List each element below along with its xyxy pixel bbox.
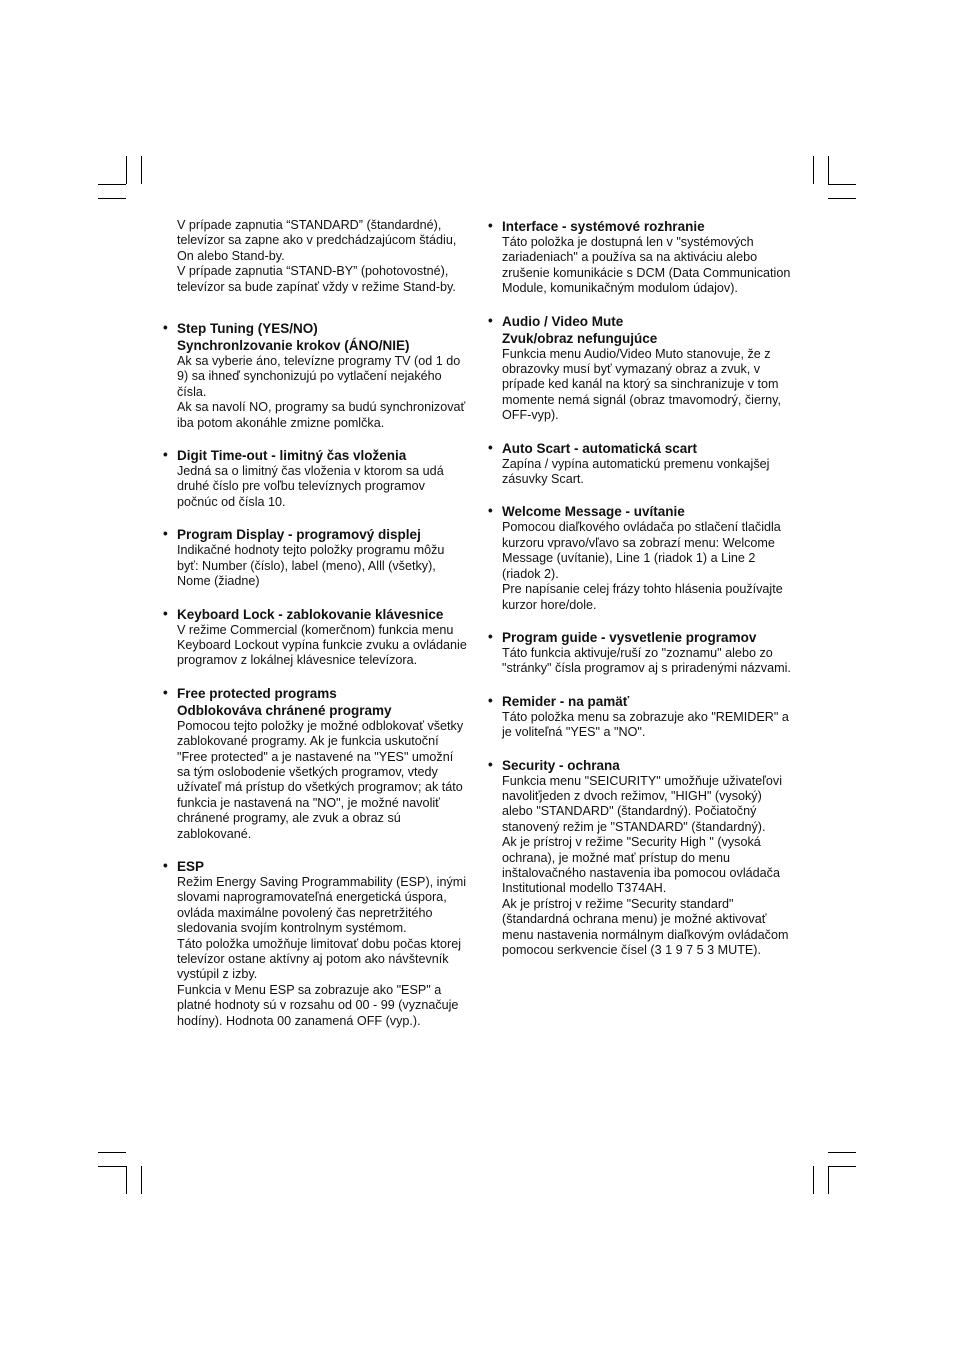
section-keyboard-lock	[163, 606, 469, 669]
paragraph: Ak sa navolí NO, programy sa budú synchronizovať iba potom akonáhle zmizne pomlčka.	[177, 400, 466, 430]
section-heading: Welcome Message - uvítanie	[502, 504, 685, 520]
section-heading: Digit Time-out - limitný čas vloženia	[177, 448, 407, 464]
bullet-icon: •	[488, 692, 493, 708]
crop-mark	[813, 1166, 814, 1194]
section-heading: Security - ochrana	[502, 757, 620, 773]
bullet-icon: •	[488, 628, 493, 644]
crop-mark	[98, 1166, 126, 1167]
paragraph: Ak je prístroj v režime "Security standard" (štandardná ochrana menu) je možné aktivovať menu nastavenia normálnym diaľkovým ovládačom pomocou serkvencie čísel (3 1 9 7 5 3 MUTE).	[502, 896, 789, 957]
crop-mark	[828, 1152, 856, 1153]
section-heading: Audio / Video Mute	[502, 313, 624, 329]
section-program-guide	[488, 629, 794, 677]
section-program-display	[163, 526, 469, 589]
paragraph: Pre napísanie celej frázy tohto hlásenia používajte kurzor hore/dole.	[502, 582, 783, 612]
intro-text	[163, 218, 469, 295]
section-heading: Step Tuning (YES/NO)	[177, 321, 318, 337]
bullet-icon: •	[163, 320, 168, 336]
paragraph: Táto položka menu sa zobrazuje ako "REMIDER" a je voliteľná "YES" a "NO".	[502, 709, 789, 740]
bullet-icon: •	[488, 218, 493, 233]
bullet-icon: •	[163, 447, 168, 463]
bullet-icon: •	[488, 756, 493, 772]
right-column	[488, 218, 794, 974]
crop-mark	[828, 184, 856, 185]
paragraph: Režim Energy Saving Programmability (ESP), inými slovami naprogramovateľná energetická úspora, ovláda maximálne povolený čas nepretržitého sledovania svojím kontrolnym systémom.	[177, 874, 467, 936]
section-auto-scart	[488, 440, 794, 488]
paragraph: V prípade zapnutia “STAND-BY” (pohotovostné), televízor sa bude zapínať vždy v režime Stand-by.	[177, 264, 456, 294]
bullet-icon: •	[488, 312, 493, 328]
crop-mark	[828, 1166, 856, 1167]
paragraph: Táto funkcia aktivuje/ruší zo "zoznamu" alebo zo "stránky" čísla programov aj s priradenými názvami.	[502, 645, 791, 676]
section-security	[488, 757, 794, 959]
paragraph: V prípade zapnutia “STANDARD” (štandardné), televízor sa zapne ako v predchádzajúcom štádiu, On alebo Stand-by.	[177, 218, 457, 263]
section-step-tuning	[163, 320, 469, 431]
crop-mark	[828, 1166, 829, 1194]
bullet-icon: •	[163, 526, 168, 542]
paragraph: Zapína / vypína automatickú premenu vonkajšej zásuvky Scart.	[502, 456, 770, 487]
paragraph: Pomocou diaľkového ovládača po stlačení tlačidla kurzoru vpravo/vľavo sa zobrazí menu: Welcome Message (uvítanie), Line 1 (riadok 1) a Line 2 (riadok 2).	[502, 520, 781, 581]
paragraph: Pomocou tejto položky je možné odblokovať všetky zablokované programy. Ak je funkcia uskutoční "Free protected" a je nastavené na "YES" umožní sa tým oslobodenie všetkých programov, vtedy užívateľ má prístup do všetkých programov; ak táto funkcia je nastavená na "NO", je možné navoliť chránené programy, ale zvuk a obraz sú zablokované.	[177, 718, 464, 841]
crop-mark	[98, 198, 126, 199]
paragraph: Jedná sa o limitný čas vloženia v ktorom sa udá druhé číslo pre voľbu televíznych programov počnúc od čísla 10.	[177, 464, 444, 509]
paragraph: Táto položka umožňuje limitovať dobu počas ktorej televízor ostane aktívny aj potom ako návštevník vystúpil z izby.	[177, 936, 462, 982]
crop-mark	[141, 1166, 142, 1194]
bullet-icon: •	[163, 605, 168, 621]
section-interface	[488, 218, 794, 297]
section-heading: Auto Scart - automatická scart	[502, 440, 698, 456]
section-heading: Interface - systémové rozhranie	[502, 219, 705, 234]
section-heading: Odblokováva chránené programy	[177, 702, 392, 718]
section-heading: Synchronlzovanie krokov (ÁNO/NIE)	[177, 338, 410, 354]
crop-mark	[126, 1166, 127, 1194]
bullet-icon: •	[163, 684, 168, 700]
section-heading: Free protected programs	[177, 685, 337, 701]
section-heading: Zvuk/obraz nefungujúce	[502, 330, 658, 346]
paragraph: Indikačné hodnoty tejto položky programu môžu byť: Number (číslo), label (meno), Alll (všetky), Nome (žiadne)	[177, 543, 445, 589]
crop-mark	[98, 184, 126, 185]
bullet-icon: •	[488, 503, 493, 519]
section-heading: ESP	[177, 858, 205, 874]
paragraph: Funkcia menu "SEICURITY" umožňuje uživateľovi navoliťjeden z dvoch režimov, "HIGH" (vysoký) alebo "STANDARD" (štandardný). Počiatočný stanovený režim je "STANDARD" (štandardný).	[502, 773, 782, 834]
paragraph: Funkcia menu Audio/Video Muto stanovuje, že z obrazovky musí byť vymazaný obraz a zvuk, v prípade ked kanál na ktorý sa sinchranizuje v tom momente nemá signál (obraz tmavomodrý, čierny, OFF-vyp).	[502, 346, 782, 423]
section-heading: Remider - na pamäť	[502, 693, 630, 709]
section-digit-timeout	[163, 447, 469, 510]
section-heading: Program Display - programový displej	[177, 527, 421, 543]
crop-mark	[828, 198, 856, 199]
paragraph: Funkcia v Menu ESP sa zobrazuje ako "ESP" a platné hodnoty sú v rozsahu od 00 - 99 (vyznačuje hodíny). Hodnota 00 zanamená OFF (vyp.).	[177, 982, 459, 1028]
section-heading: Program guide - vysvetlenie programov	[502, 629, 757, 645]
crop-mark	[98, 1152, 126, 1153]
bullet-icon: •	[163, 857, 168, 873]
section-audio-video-mute	[488, 313, 794, 424]
crop-mark	[813, 156, 814, 184]
section-heading: Keyboard Lock - zablokovanie klávesnice	[177, 606, 444, 622]
bullet-icon: •	[488, 439, 493, 455]
paragraph: Ak je prístroj v režime "Security High " (vysoká ochrana), je možné mať prístup do menu inštalovačného nastavenia iba pomocou ovládača Institutional modello T374AH.	[502, 835, 780, 896]
section-remider	[488, 693, 794, 741]
section-esp	[163, 858, 469, 1029]
left-column	[163, 218, 469, 1045]
crop-mark	[126, 156, 127, 184]
section-free-protected	[163, 685, 469, 842]
crop-mark	[828, 156, 829, 184]
paragraph: Táto položka je dostupná len v "systémových zariadeniach" a používa sa na aktiváciu alebo zrušenie komunikácie s DCM (Data Communication Module, komunikačným modulom údajov).	[502, 235, 791, 296]
crop-mark	[141, 156, 142, 184]
section-welcome-message	[488, 503, 794, 612]
paragraph: Ak sa vyberie áno, televízne programy TV (od 1 do 9) sa ihneď synchonizujú po vytlačení nejakého čísla.	[177, 354, 461, 399]
paragraph: V režime Commercial (komerčnom) funkcia menu Keyboard Lockout vypína funkcie zvuku a ovládanie programov z lokálnej klávesnice televízora.	[177, 622, 467, 668]
